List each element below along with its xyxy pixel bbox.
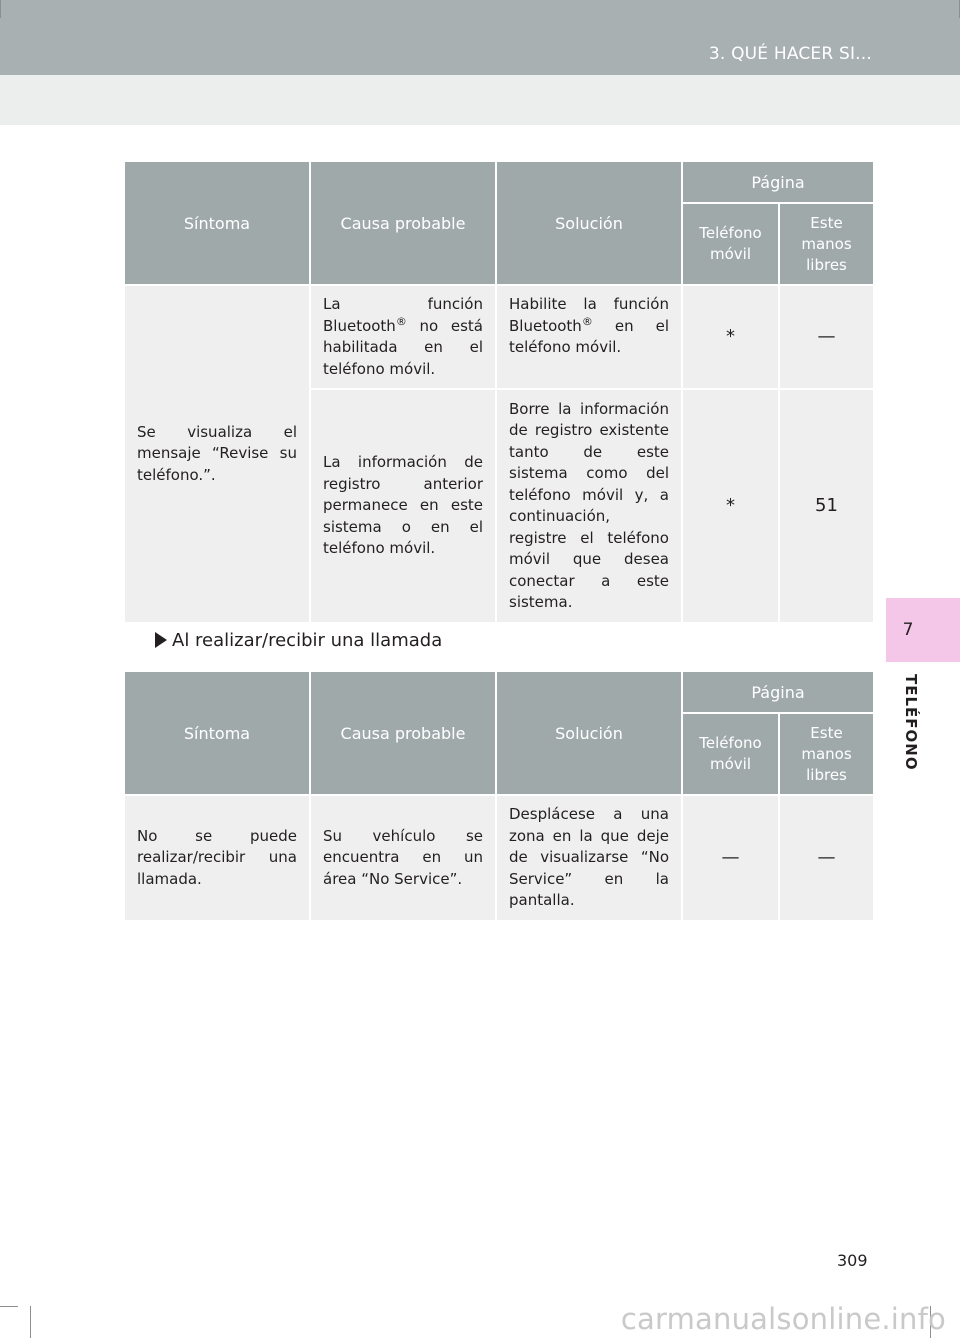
page-number: 309 bbox=[837, 1251, 868, 1270]
header-handsfree: Este manos libres bbox=[779, 203, 874, 285]
cause-cell: La función Bluetooth® no está habilitada en el teléfono móvil. bbox=[310, 285, 496, 389]
page-mobile-cell: — bbox=[682, 795, 779, 921]
header-cause: Causa probable bbox=[310, 671, 496, 795]
header-cause: Causa probable bbox=[310, 161, 496, 285]
header-solution: Solución bbox=[496, 161, 682, 285]
solution-cell: Desplácese a una zona en la que deje de visualizarse “No Service” en la pantalla. bbox=[496, 795, 682, 921]
crop-mark bbox=[30, 1306, 31, 1338]
solution-cell: Habilite la función Bluetooth® en el teléfono móvil. bbox=[496, 285, 682, 389]
chapter-tab-label: TELÉFONO bbox=[902, 674, 920, 771]
watermark: carmanualsonline.info bbox=[620, 1302, 946, 1336]
crop-mark bbox=[0, 1306, 18, 1307]
header-symptom: Síntoma bbox=[124, 161, 310, 285]
cause-cell: La información de registro anterior permanece en este sistema o en el teléfono móvil. bbox=[310, 389, 496, 623]
page-handsfree-cell: 51 bbox=[779, 389, 874, 623]
header-page: Página bbox=[682, 161, 874, 203]
page-handsfree-cell: — bbox=[779, 795, 874, 921]
cause-cell: Su vehículo se encuentra en un área “No Service”. bbox=[310, 795, 496, 921]
header-solution: Solución bbox=[496, 671, 682, 795]
section-heading: Al realizar/recibir una llamada bbox=[155, 630, 442, 651]
header-subband bbox=[0, 75, 960, 125]
triangle-bullet-icon bbox=[155, 632, 167, 648]
chapter-title: 3. QUÉ HACER SI... bbox=[708, 44, 872, 64]
symptom-cell: No se puede realizar/recibir una llamada. bbox=[124, 795, 310, 921]
troubleshooting-table-2 bbox=[123, 670, 875, 922]
page-mobile-cell: * bbox=[682, 285, 779, 389]
troubleshooting-table-1 bbox=[123, 160, 875, 624]
header-symptom: Síntoma bbox=[124, 671, 310, 795]
header-mobile: Teléfono móvil bbox=[682, 713, 779, 795]
header-mobile: Teléfono móvil bbox=[682, 203, 779, 285]
header-page: Página bbox=[682, 671, 874, 713]
header-handsfree: Este manos libres bbox=[779, 713, 874, 795]
symptom-cell: Se visualiza el mensaje “Revise su teléfono.”. bbox=[124, 285, 310, 623]
chapter-tab-number[interactable]: 7 bbox=[886, 598, 960, 662]
page-handsfree-cell: — bbox=[779, 285, 874, 389]
page-mobile-cell: * bbox=[682, 389, 779, 623]
solution-cell: Borre la información de registro existente tanto de este sistema como del teléfono móvil y, a continuación, registre el teléfono móvil que desea conectar a este sistema. bbox=[496, 389, 682, 623]
crop-mark bbox=[0, 0, 1, 18]
